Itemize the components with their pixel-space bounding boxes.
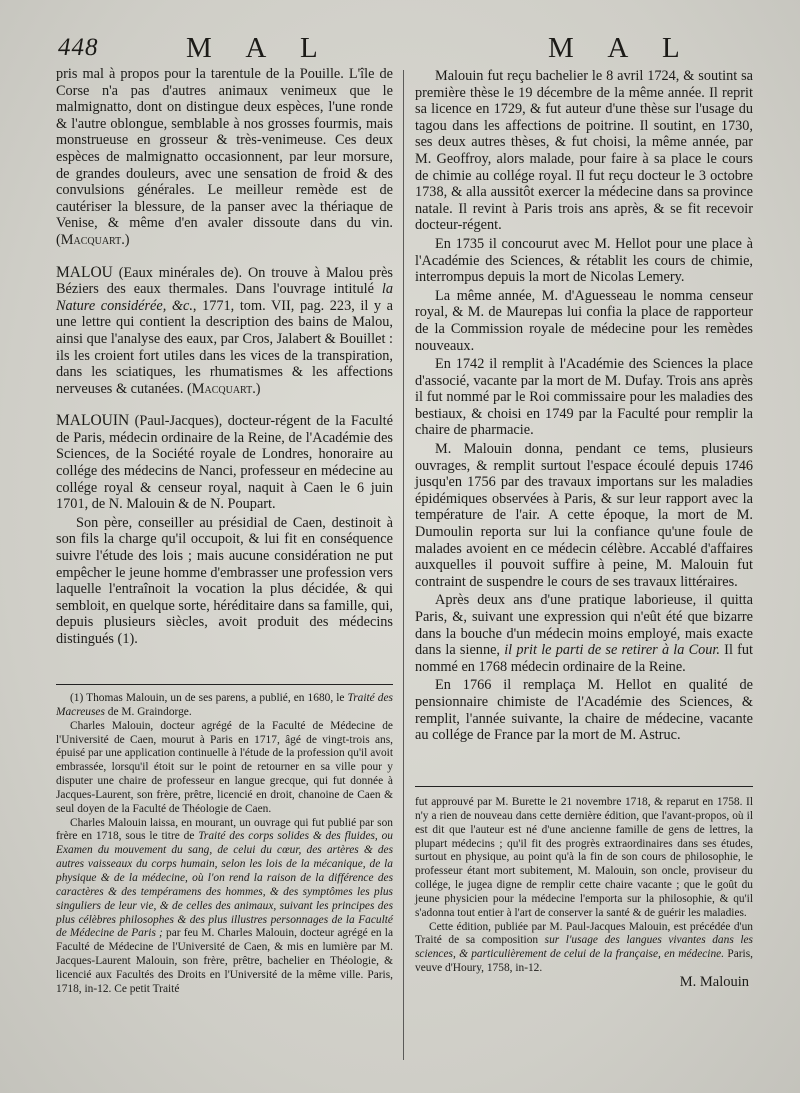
paragraph-end: ) [255, 380, 261, 397]
author-signature: Macquart. [191, 380, 256, 397]
paragraph-text: pris mal à propos pour la tarentule de la Pouille. L'île de Corse n'a pas d'autres animaux venimeux que le malmignatto, dont on distingue deux espèces, l'une ronde & l'autre oblongue, semblable à nos grosses fourmis, mais monstrueuse en grosseur & très-venimeuse. Ces deux espèces de malmignatto occasionnent, par leur morsure, de grandes douleurs, avec une sensation de froid & des convulsions générales. Le meilleur remède est de cautériser la blessure, de la panser avec la thériaque de Venise, & même d'en avaler dissoute dans du vin. ( [56, 66, 393, 248]
article-signature: M. Malouin [679, 973, 749, 990]
footnote-right [415, 796, 753, 990]
entry-headword: MALOU [56, 263, 113, 281]
footnote-1 [56, 692, 393, 720]
footnote-traite [56, 817, 393, 997]
column-divider [403, 70, 404, 1060]
paragraph-father: Son père, conseiller au présidial de Caen, destinoit à son fils la charge qu'il occupoit, & lui fit en conséquence suivre l'étude des lois ; mais aucune considération ne put empêcher le jeune homme d'embrasser une profession vers laquelle l'entraînoit la vocation la plus décidée, & qui sembloit, en quelque sorte, héréditaire dans sa famille, qui, depuis plusieurs siècles, avoit produit des médecins distingués (1). [56, 514, 393, 647]
entry-text: (Paul-Jacques), docteur-régent de la Faculté de Paris, médecin ordinaire de la Reine, de l'Académie des Sciences, de la Société royale de Londres, honoraire au collége des médecins de Nanci, professeur en médecine au collége royal & censeur royal, naquit à Caen le 6 juin 1701, de N. Malouin & de N. Poupart. [56, 413, 393, 513]
paragraph-end: ) [124, 231, 130, 248]
paragraph-cour [415, 592, 753, 675]
footnote-text: Cette édition, publiée par M. Paul-Jacques Malouin, est précédée d'un Traité de sa composition [415, 920, 753, 947]
paragraph-1742: En 1742 il remplit à l'Académie des Sciences la place d'associé, vacante par la mort de M. Dufay. Trois ans après il fut nommé par le Roi commissaire pour les maladies des bestiaux, & choisi en 1749 par la Faculté pour remplir la chaire de pharmacie. [415, 356, 753, 439]
book-title: Traité des corps solides & des fluides, ou Examen du mouvement du sang, de celui du cœur, des artères & des autres vaisseaux du corps humain, selon les lois de la mécanique, de la physique & de la médecine, où l'on rend la raison de la différence des caractères & des tempéramens des hommes, & des symptômes les plus singuliers de leur vie, & de celles des animaux, suivant les principes des plus célèbres philosophes & des plus illustres personnages de la Faculté de Médecine de Paris ; [56, 830, 393, 940]
right-column [415, 66, 753, 744]
paragraph-tarentule [56, 66, 393, 249]
footnote-edition [415, 921, 753, 976]
running-head-left: M A L [186, 32, 332, 64]
footnote-rule-left [56, 684, 393, 685]
entry-headword: MALOUIN [56, 412, 130, 430]
paragraph-bachelier: Malouin fut reçu bachelier le 8 avril 1724, & soutint sa première thèse le 19 décembre de la même année. Il reprit sa licence en 1729, & fut auteur d'une thèse sur l'usage du tagou dans les affections de poitrine. Il soutint, en 1730, ses deux autres thèses, & fut choisi, la même année, par M. Geoffroy, alors malade, pour faire à sa place le cours de chimie au collége royal. Il fut reçu docteur le 3 octobre 1738, & alla aussitôt exercer la médecine dans sa province natale. Il revint à Paris trois ans après, & se fit recevoir docteur-régent. [415, 68, 753, 234]
page-header [0, 30, 800, 70]
running-head-right: M A L [548, 32, 694, 64]
footnote-charles: Charles Malouin, docteur agrégé de la Faculté de Médecine de l'Université de Caen, mourut à Paris en 1717, âgé de vingt-trois ans, épuisé par une application continuelle à l'étude de la profession qu'il avoit embrassée, lorsqu'il étoit sur le point de retourner en sa ville pour y disputer une chaire de professeur en langue grecque, qui fut donnée à Jacques-Laurent, son frère, prêtre, licencié en droit, chanoine de Caen & seul doyen de la Faculté de Théologie de Caen. [56, 719, 393, 815]
book-title: sur l'usage des langues vivantes dans les sciences, & particulièrement de celui de la française, en médecine. [415, 934, 753, 961]
paragraph-censeur: La même année, M. d'Aguesseau le nomma censeur royal, & M. de Maurepas lui confia la place de rapporteur de la Commission royale de médecine pour les remèdes nouveaux. [415, 287, 753, 354]
footnote-continuation: fut approuvé par M. Burette le 21 novembre 1718, & reparut en 1758. Il n'y a rien de nouveau dans cette dernière édition, que l'avant-propos, où il est dit que l'auteur est né d'une ancienne famille de gens de lettres, la plupart médecins ; qu'il fit des progrès extraordinaires dans ses études, surtout en physique, au point qu'à la fin de son cours de philosophie, le professeur étant mort subitement, M. Malouin, son oncle, proviseur du collége, le jugea digne de remplir cette chaire vacante ; que le goût du jeune physicien pour la médecine l'emporta sur la philosophie, & qu'il s'adonna tout entier à l'art de conserver la santé & de guérir les maladies. [415, 796, 753, 919]
entry-text: (Eaux minérales de). On trouve à Malou près Béziers des eaux thermales. Dans l'ouvrage intitulé [56, 264, 393, 298]
footnote-text: par feu M. Charles Malouin, docteur agrégé en la Faculté de Médecine de l'Université de Caen, & mis en lumière par M. Jacques-Laurent Malouin, son frère, prêtre, bachelier en Théologie, & licencié aux Facultés des Droits en l'Université de la même ville. Paris, 1718, in-12. Ce petit Traité [56, 927, 393, 995]
footnote-left [56, 692, 393, 997]
paragraph-ouvrages: M. Malouin donna, pendant ce tems, plusieurs ouvrages, & remplit surtout l'espace écoulé depuis 1746 jusqu'en 1756 par des travaux importans sur les maladies épidémiques observées à Paris, & sur leur rapport avec la température de l'air. A cette époque, la mort de M. Dumoulin reporta sur lui la confiance qu'une foule de malades avoient en ce médecin célèbre. Accablé d'affaires auxquelles il pouvoit suffire à peine, M. Malouin fut contraint de suspendre le cours de ses travaux littéraires. [415, 441, 753, 590]
book-title: la Nature considérée, &c. [56, 281, 393, 314]
footnote-text: Charles Malouin laissa, en mourant, un ouvrage qui fut publié par son frère en 1718, sous le titre de [56, 816, 393, 843]
footnote-text: de M. Graindorge. [104, 705, 192, 718]
paragraph-1766: En 1766 il remplaça M. Hellot en qualité de pensionnaire chimiste de l'Académie des Sciences, & remplit, l'année suivante, la chaire de médecine, vacante au collége de France par la mort de M. Astruc. [415, 677, 753, 744]
left-column [56, 66, 393, 648]
entry-malouin [56, 413, 393, 513]
book-title: Traité des Macreuses [56, 692, 393, 718]
paragraph-text: Après deux ans d'une pratique laborieuse, il quitta Paris, &, suivant une expression qui n'eût été que bizarre dans la bouche d'un médecin moins employé, mais exacte dans la sienne, [415, 592, 753, 659]
footnote-text: Paris, veuve d'Houry, 1758, in-12. [415, 948, 753, 975]
footnote-text: (1) Thomas Malouin, un de ses parens, a publié, en 1680, le [70, 692, 348, 704]
entry-text: , 1771, tom. VII, pag. 223, il y a une lettre qui contient la description des bains de Malou, ainsi que l'analyse des eaux, par Cros, Jalabert & Bouillet : ils les croient fort utiles dans les vices de la transpiration, dans les sciatiques, les rhumatismes & les affections nerveuses & cutanées. ( [56, 297, 393, 397]
paragraph-text: Il fut nommé en 1768 médecin ordinaire de la Reine. [415, 642, 753, 675]
quotation: il prit le parti de se retirer à la Cour. [504, 642, 720, 659]
paragraph-1735: En 1735 il concourut avec M. Hellot pour une place à l'Académie des Sciences, & rétablit les cours de chimie, interrompus depuis la mort de Nicolas Lemery. [415, 235, 753, 286]
author-signature: Macquart. [60, 231, 125, 248]
page-number: 448 [58, 34, 99, 61]
entry-malou [56, 265, 393, 398]
footnote-rule-right [415, 786, 753, 787]
